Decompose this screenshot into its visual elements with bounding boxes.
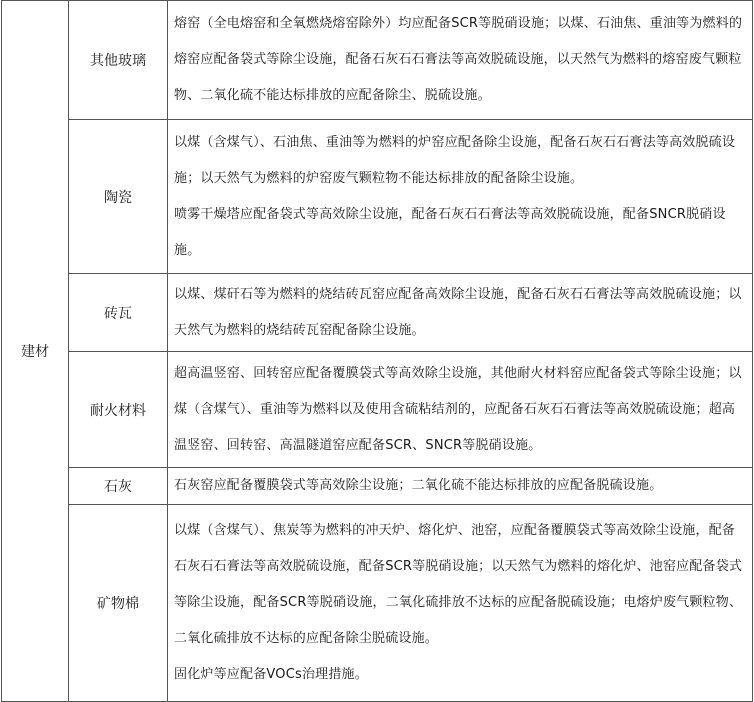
requirement-text: 以煤（含煤气）、焦炭等为燃料的冲天炉、熔化炉、池窑，应配备覆膜袋式等高效除尘设施，配备石灰石石膏法等高效脱硫设施，配备SCR等脱硝设施；以天然气为燃料的熔化炉、池窑应配备袋式等除尘设施，配备SCR等脱硝设施，二氧化硫排放不达标的应配备脱硫设施；电熔炉废气颗粒物、二氧化硫排放不达标的应配备除尘脱硫设施。 [174, 523, 743, 646]
requirement-cell [168, 468, 753, 505]
table-row [2, 505, 753, 702]
subcategory-cell: 砖瓦 [69, 274, 168, 352]
requirement-text: 以煤（含煤气）、石油焦、重油等为燃料的炉窑应配备除尘设施，配备石灰石石膏法等高效脱硫设施；以天然气为燃料的炉窑废气颗粒物不能达标排放的配备除尘设施。 [174, 134, 736, 186]
subcategory-cell: 耐火材料 [69, 352, 168, 468]
requirement-cell [168, 352, 753, 468]
requirement-cell [168, 1, 753, 120]
table-row [2, 1, 753, 120]
requirement-text: 喷雾干燥塔应配备袋式等高效除尘设施，配备石灰石石膏法等高效脱硫设施，配备SNCR脱硝设施。 [174, 206, 726, 258]
requirement-cell [168, 274, 753, 352]
table-row [2, 352, 753, 468]
requirement-text: 固化炉等应配备VOCs治理措施。 [174, 667, 368, 682]
requirement-text: 熔窑（全电熔窑和全氧燃烧熔窑除外）均应配备SCR等脱硝设施；以煤、石油焦、重油等为燃料的熔窑应配备袋式等除尘设施，配备石灰石石膏法等高效脱硫设施，以天然气为燃料的熔窑废气颗粒物、二氧化硫不能达标排放的应配备除尘、脱硫设施。 [174, 16, 743, 103]
requirement-cell [168, 505, 753, 702]
emission-control-table [1, 0, 753, 702]
subcategory-cell: 矿物棉 [69, 505, 168, 702]
subcategory-cell: 石灰 [69, 468, 168, 505]
requirement-text: 以煤、煤矸石等为燃料的烧结砖瓦窑应配备高效除尘设施，配备石灰石石膏法等高效脱硫设施；以天然气为燃料的烧结砖瓦窑配备除尘设施。 [174, 286, 742, 338]
requirement-text: 超高温竖窑、回转窑应配备覆膜袋式等高效除尘设施，其他耐火材料窑应配备袋式等除尘设施；以煤（含煤气）、重油等为燃料以及使用含硫粘结剂的，应配备石灰石石膏法等高效脱硫设施；超高温竖窑、回转窑、高温隧道窑应配备SCR、SNCR等脱硝设施。 [174, 365, 742, 453]
subcategory-cell: 其他玻璃 [69, 1, 168, 120]
subcategory-cell: 陶瓷 [69, 120, 168, 274]
category-cell: 建材 [2, 1, 69, 702]
table-row [2, 468, 753, 505]
requirement-text: 石灰窑应配备覆膜袋式等高效除尘设施；二氧化硫不能达标排放的应配备脱硫设施。 [174, 478, 663, 493]
table-row [2, 274, 753, 352]
table-row [2, 120, 753, 274]
requirement-cell [168, 120, 753, 274]
